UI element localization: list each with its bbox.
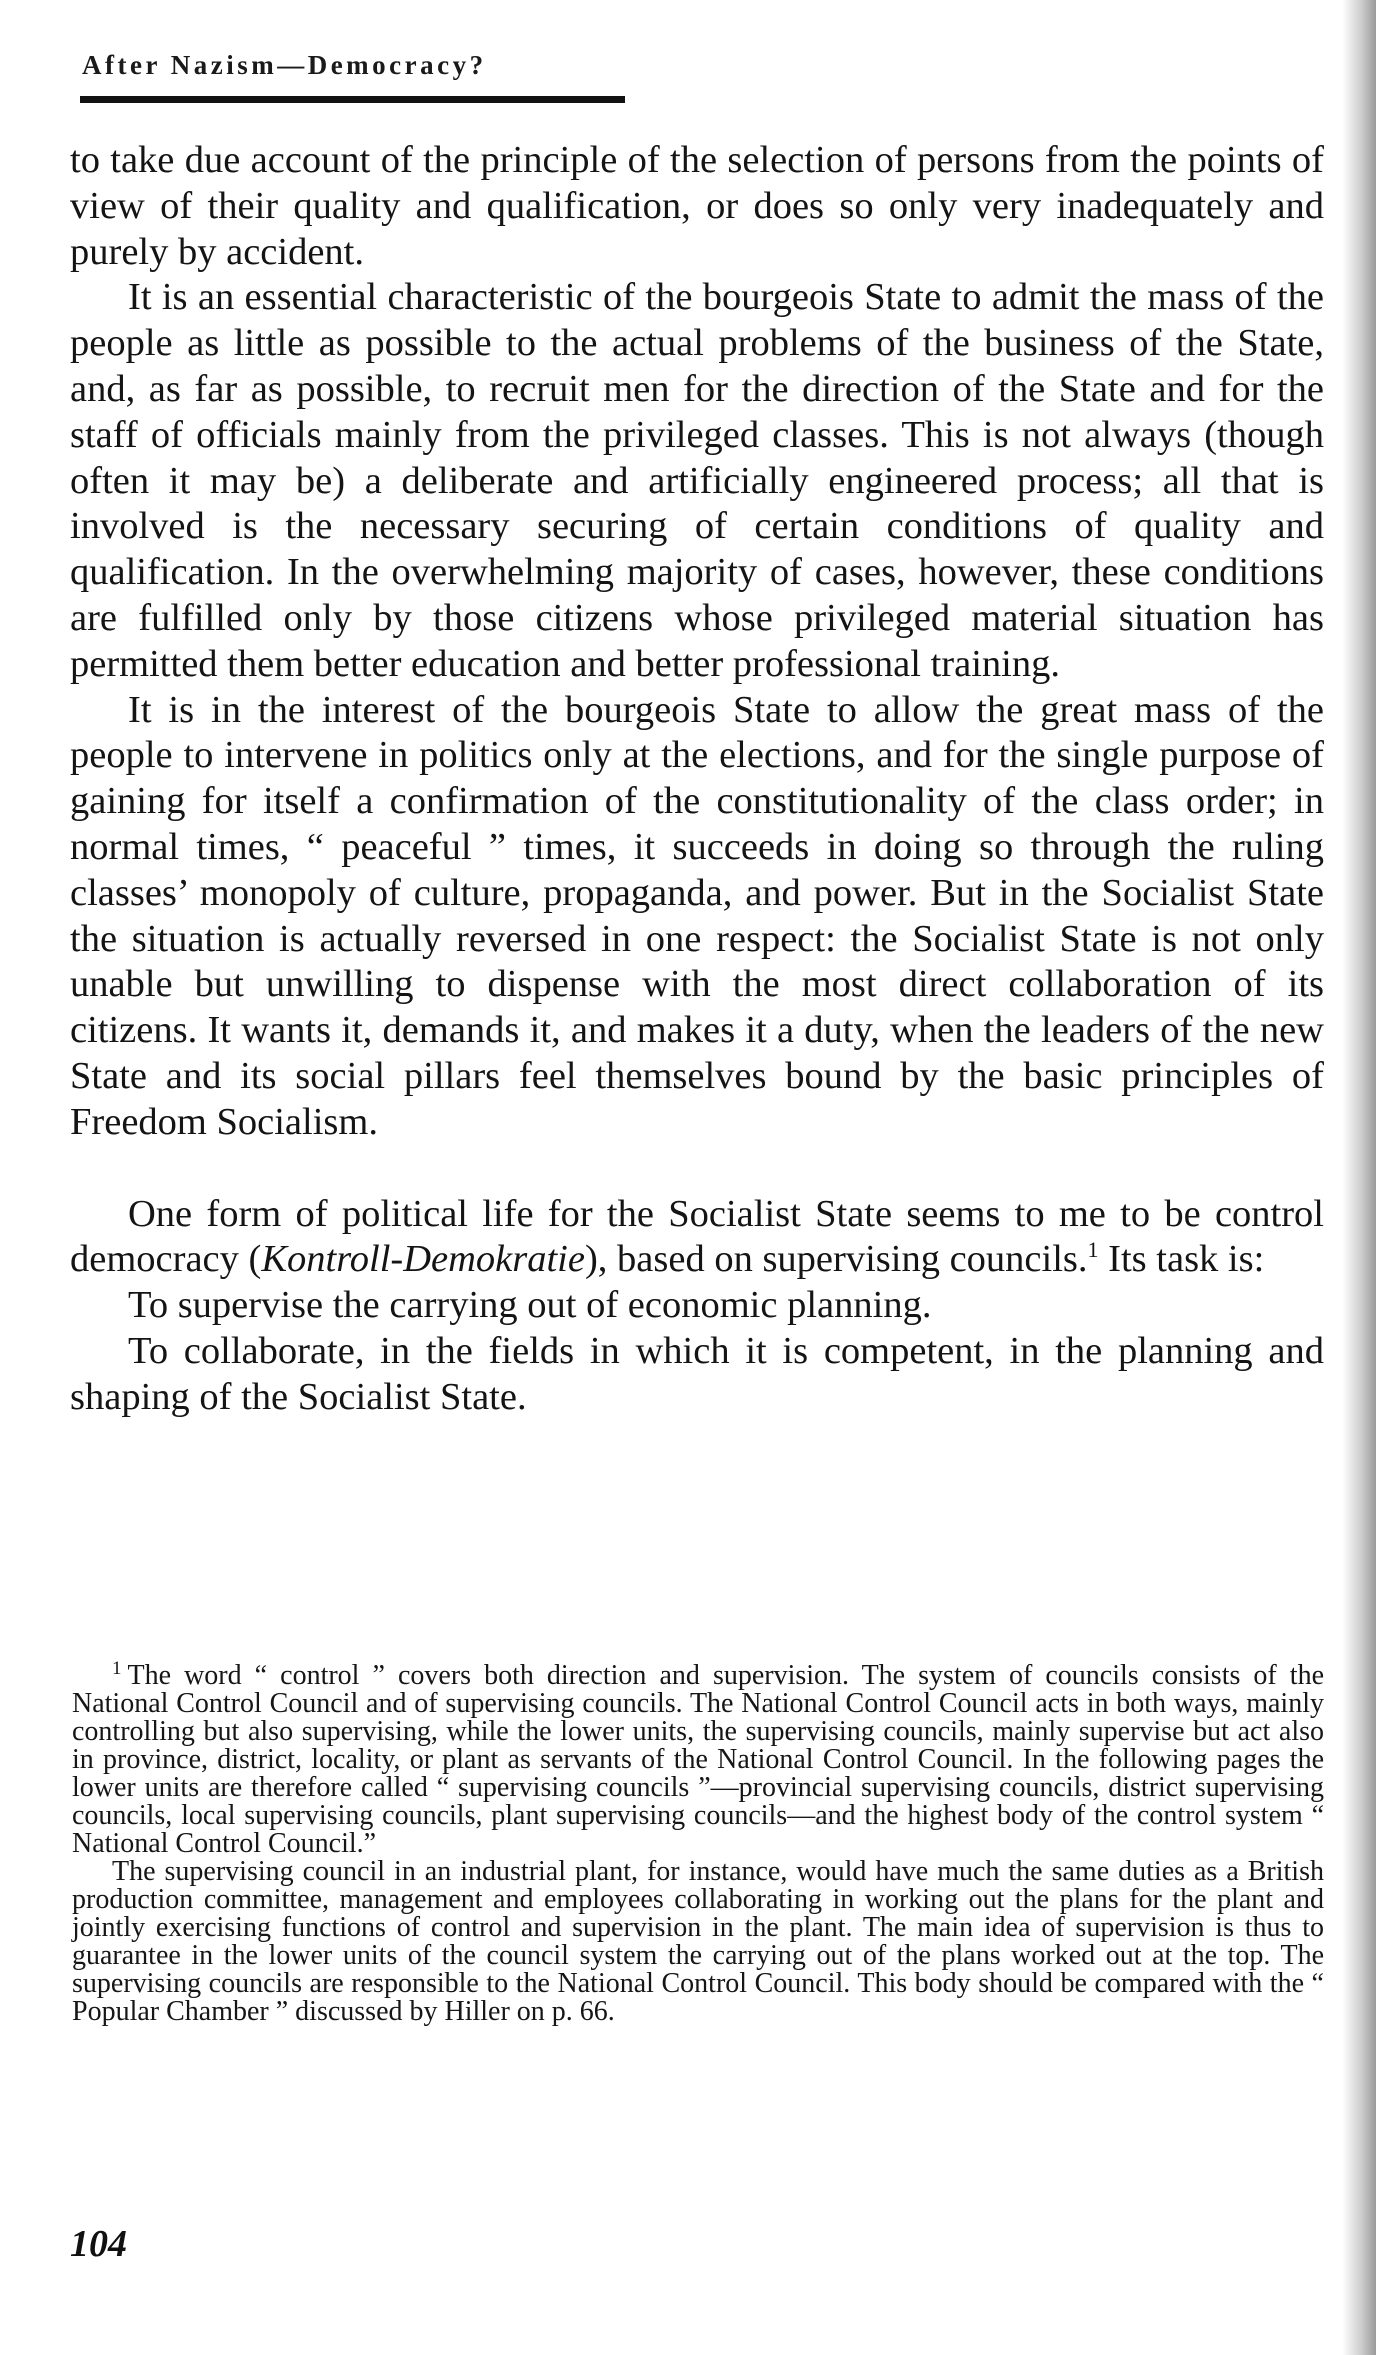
paragraph-2: It is an essential characteristic of the bourgeois State to admit the mass of the people as little as possible to the actual problems of the business of the State, and, as far as possible, to recruit men for the direction of the State and for the staff of officials mainly from the privileged classes. This is not always (though often it may be) a deliberate and artificially engineered process; all that is involved is the necessary securing of certain conditions of quality and qualification. In the overwhelming majority of cases, however, these conditions are fulfilled only by those citizens whose privileged material situation has permitted them better education and better professional training.	[70, 276, 1324, 685]
footnote-reference[interactable]: 1	[1087, 1237, 1099, 1263]
page-number: 104	[70, 2223, 127, 2265]
footnotes	[72, 1657, 1324, 2027]
paragraph-3: It is in the interest of the bourgeois State to allow the great mass of the people to intervene in politics only at the elections, and for the single purpose of gaining for itself a confirmation of the constitutionality of the class order; in normal times, “ peaceful ” times, it succeeds in doing so through the ruling classes’ monopoly of culture, propaganda, and power. But in the Socialist State the situation is actually reversed in one respect: the Socialist State is not only unable but unwilling to dispense with the most direct collaboration of its citizens. It wants it, demands it, and makes it a duty, when the leaders of the new State and its social pillars feel themselves bound by the basic principles of Freedom Socialism.	[70, 688, 1324, 1143]
paragraph-6: To collaborate, in the fields in which it is competent, in the planning and shaping of the Socialist State.	[70, 1329, 1324, 1418]
footnote-1-text: The word “ control ” covers both direction and supervision. The system of councils consists of the National Control Council and of supervising councils. The National Control Council acts in both ways, mainly controlling but also supervising, while the lower units, the supervising councils, mainly supervise but act also in province, district, locality, or plant as servants of the National Control Council. In the following pages the lower units are therefore called “ supervising councils ”—provincial supervising councils, district supervising councils, local supervising councils, plant supervising councils—and the highest body of the control system “ National Control Council.”	[72, 1660, 1324, 1859]
running-head: After Nazism—Democracy?	[82, 50, 487, 80]
footnote-1	[72, 1657, 1324, 1859]
main-text	[70, 138, 1324, 1421]
paragraph-4-text-a: One form of political life for the Socialist State seems to me to be control democracy (	[70, 1192, 1324, 1281]
paragraph-4-italic-term: Kontroll-Demokratie	[261, 1238, 585, 1281]
paragraph-1: to take due account of the principle of the selection of persons from the points of view of their quality and qualification, or does so only very inadequately and purely by accident.	[70, 139, 1324, 273]
footnote-1-continuation: The supervising council in an industrial plant, for instance, would have much the same duties as a British production committee, management and employees collaborating in working out the plans for the plant and jointly exercising functions of control and supervision in the plant. The main idea of supervision is thus to guarantee in the lower units of the council system the carrying out of the plans worked out at the top. The supervising councils are responsible to the National Control Council. This body should be compared with the “ Popular Chamber ” discussed by Hiller on p. 66.	[72, 1856, 1324, 2027]
paragraph-4	[70, 1192, 1324, 1284]
footnote-number: 1	[112, 1657, 122, 1679]
page-edge-shadow	[1342, 0, 1376, 2355]
header-rule	[80, 96, 625, 103]
paragraph-4-text-c: Its task is:	[1098, 1238, 1265, 1281]
paragraph-4-text-b: ), based on supervising councils.	[584, 1238, 1088, 1281]
paragraph-5: To supervise the carrying out of economic planning.	[128, 1284, 932, 1327]
